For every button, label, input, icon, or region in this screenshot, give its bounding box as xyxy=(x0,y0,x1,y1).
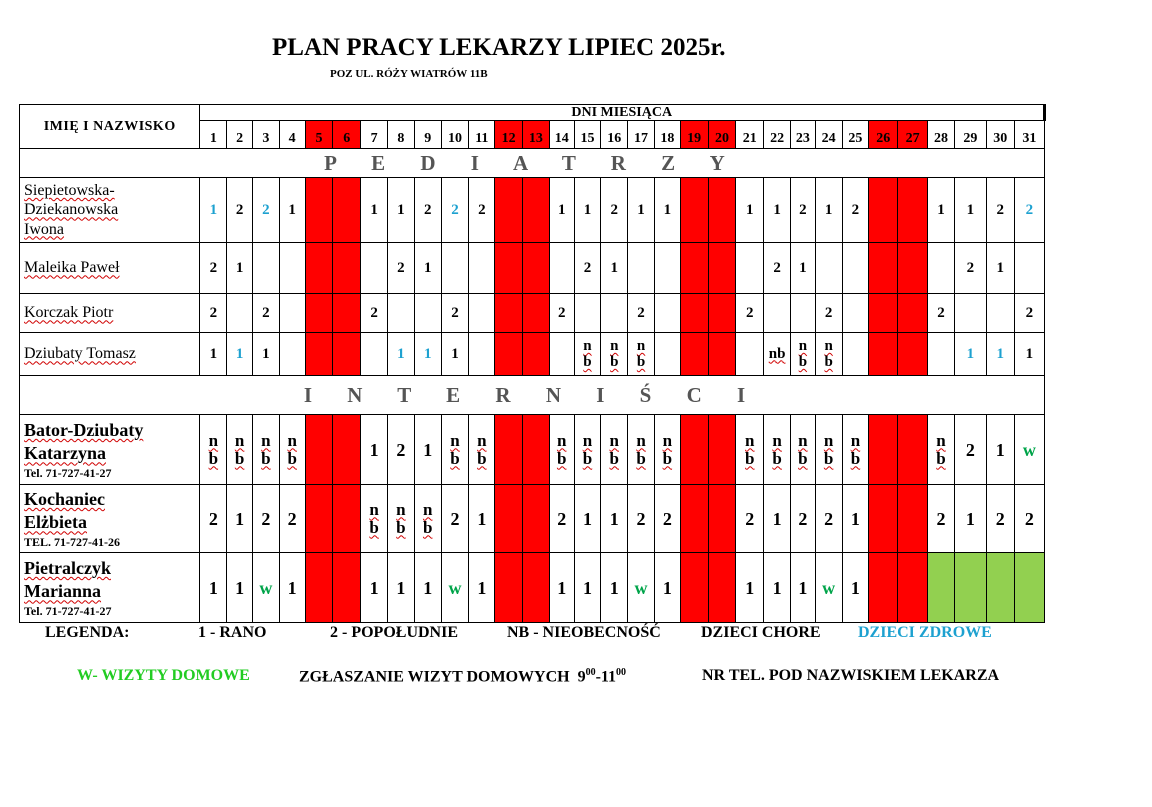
day-number-28: 28 xyxy=(928,121,955,149)
days-header xyxy=(200,105,1045,121)
doctor-row xyxy=(20,553,1045,623)
schedule-cell: 2 xyxy=(441,485,469,553)
schedule-cell xyxy=(523,553,550,623)
schedule-cell: 1 xyxy=(574,485,601,553)
schedule-cell xyxy=(708,294,736,333)
schedule-cell: 1 xyxy=(388,178,415,243)
schedule-cell: 1 xyxy=(388,333,415,376)
schedule-cell xyxy=(680,485,708,553)
schedule-cell xyxy=(898,294,928,333)
day-number-6: 6 xyxy=(333,121,361,149)
schedule-cell xyxy=(654,294,680,333)
schedule-cell: 2 xyxy=(815,294,842,333)
schedule-cell xyxy=(869,178,898,243)
schedule-cell xyxy=(736,243,764,294)
day-number-22: 22 xyxy=(764,121,791,149)
schedule-cell: 1 xyxy=(928,178,955,243)
schedule-cell: 2 xyxy=(628,485,655,553)
footer xyxy=(0,667,1152,691)
doctor-row xyxy=(20,294,1045,333)
schedule-cell: 2 xyxy=(469,178,495,243)
schedule-cell xyxy=(986,553,1014,623)
schedule-cell xyxy=(495,333,523,376)
schedule-cell xyxy=(708,485,736,553)
schedule-cell xyxy=(708,553,736,623)
schedule-cell xyxy=(680,294,708,333)
schedule-cell: 2 xyxy=(1014,485,1044,553)
schedule-cell: 2 xyxy=(200,243,227,294)
schedule-cell: n b xyxy=(842,415,869,485)
schedule-cell: 1 xyxy=(549,178,574,243)
schedule-cell xyxy=(869,415,898,485)
schedule-cell: 2 xyxy=(764,243,791,294)
schedule-cell xyxy=(549,333,574,376)
days-label: DNI MIESIĄCA xyxy=(571,104,673,120)
schedule-cell xyxy=(954,294,986,333)
schedule-cell xyxy=(495,294,523,333)
schedule-cell xyxy=(523,415,550,485)
schedule-cell: 1 xyxy=(654,178,680,243)
legend-healthy-children: DZIECI ZDROWE xyxy=(858,624,992,641)
schedule-cell xyxy=(305,333,333,376)
doctor-name-line: Maleika Paweł xyxy=(24,259,120,277)
doctor-name-line: Siepietowska- xyxy=(24,182,115,200)
day-number-23: 23 xyxy=(791,121,816,149)
schedule-cell: 1 xyxy=(954,485,986,553)
schedule-cell xyxy=(388,294,415,333)
doctor-name xyxy=(20,243,200,294)
schedule-cell: n b xyxy=(549,415,574,485)
schedule-cell: 1 xyxy=(279,178,305,243)
schedule-cell xyxy=(708,178,736,243)
schedule-cell xyxy=(954,553,986,623)
schedule-cell: 1 xyxy=(361,178,388,243)
schedule-cell: 1 xyxy=(441,333,469,376)
schedule-cell: 2 xyxy=(441,294,469,333)
schedule-cell: n b xyxy=(601,415,628,485)
page-subtitle: POZ UL. RÓŻY WIATRÓW 11B xyxy=(330,68,488,80)
schedule-cell xyxy=(469,294,495,333)
schedule-cell: 1 xyxy=(601,243,628,294)
schedule-cell xyxy=(279,294,305,333)
schedule-cell: n b xyxy=(253,415,280,485)
schedule-cell: 2 xyxy=(986,485,1014,553)
schedule-cell xyxy=(333,178,361,243)
schedule-cell: w xyxy=(441,553,469,623)
schedule-cell: 1 xyxy=(954,178,986,243)
schedule-cell: n b xyxy=(441,415,469,485)
legend xyxy=(0,624,1152,648)
day-number-13: 13 xyxy=(523,121,550,149)
schedule-cell: 1 xyxy=(601,553,628,623)
schedule-cell: 1 xyxy=(227,553,253,623)
schedule-cell: 1 xyxy=(574,553,601,623)
day-number-31: 31 xyxy=(1014,121,1044,149)
schedule-cell xyxy=(680,553,708,623)
schedule-cell xyxy=(898,485,928,553)
schedule-cell xyxy=(361,243,388,294)
schedule-cell xyxy=(601,294,628,333)
schedule-cell: nb xyxy=(764,333,791,376)
schedule-cell xyxy=(333,415,361,485)
schedule-cell: n b xyxy=(574,415,601,485)
schedule-cell: n b xyxy=(764,415,791,485)
schedule-cell: 1 xyxy=(200,553,227,623)
schedule-cell: w xyxy=(1014,415,1044,485)
schedule-cell xyxy=(333,294,361,333)
schedule-cell xyxy=(736,333,764,376)
schedule-cell xyxy=(574,294,601,333)
name-column-header: IMIĘ I NAZWISKO xyxy=(20,105,200,149)
schedule-cell: w xyxy=(253,553,280,623)
schedule-cell xyxy=(495,485,523,553)
schedule-cell xyxy=(928,553,955,623)
schedule-cell xyxy=(441,243,469,294)
schedule-cell: 1 xyxy=(388,553,415,623)
day-number-18: 18 xyxy=(654,121,680,149)
schedule-cell: 1 xyxy=(469,553,495,623)
schedule-cell: 1 xyxy=(574,178,601,243)
legend-morning: 1 - RANO xyxy=(198,624,267,641)
legend-afternoon: 2 - POPOŁUDNIE xyxy=(330,624,458,641)
day-number-24: 24 xyxy=(815,121,842,149)
schedule-cell: n b xyxy=(227,415,253,485)
day-number-4: 4 xyxy=(279,121,305,149)
section-row xyxy=(20,376,1045,415)
schedule-cell: 1 xyxy=(601,485,628,553)
schedule-cell xyxy=(305,243,333,294)
section-title: I N T E R N I Ś C I xyxy=(20,376,1045,415)
doctor-phone: Tel. 71-727-41-27 xyxy=(24,603,112,618)
doctor-name-line: Katarzyna xyxy=(24,443,106,464)
schedule-cell: 2 xyxy=(954,243,986,294)
day-number-21: 21 xyxy=(736,121,764,149)
schedule-cell: 2 xyxy=(388,415,415,485)
schedule-cell: 2 xyxy=(441,178,469,243)
doctor-name xyxy=(20,485,200,553)
day-number-14: 14 xyxy=(549,121,574,149)
schedule-cell: n b xyxy=(654,415,680,485)
day-number-29: 29 xyxy=(954,121,986,149)
schedule-cell: 1 xyxy=(791,243,816,294)
schedule-cell: n b xyxy=(736,415,764,485)
schedule-cell xyxy=(1014,243,1044,294)
legend-sick-children: DZIECI CHORE xyxy=(701,624,821,641)
schedule-cell: n b xyxy=(361,485,388,553)
schedule-cell xyxy=(305,178,333,243)
schedule-cell: n b xyxy=(200,415,227,485)
schedule-cell: n b xyxy=(601,333,628,376)
schedule-cell: 1 xyxy=(986,415,1014,485)
doctor-name-line: Pietralczyk xyxy=(24,557,111,578)
schedule-cell: 2 xyxy=(361,294,388,333)
schedule-cell: 1 xyxy=(736,178,764,243)
schedule-table xyxy=(19,104,1046,623)
schedule-cell: 1 xyxy=(200,333,227,376)
schedule-cell: 1 xyxy=(227,333,253,376)
schedule-cell xyxy=(305,294,333,333)
day-number-2: 2 xyxy=(227,121,253,149)
schedule-cell xyxy=(680,415,708,485)
schedule-cell: 1 xyxy=(764,553,791,623)
schedule-cell xyxy=(680,178,708,243)
schedule-cell: 1 xyxy=(414,243,441,294)
schedule-cell: n b xyxy=(791,333,816,376)
schedule-cell: 1 xyxy=(764,485,791,553)
schedule-cell: 2 xyxy=(815,485,842,553)
schedule-cell: n b xyxy=(815,333,842,376)
schedule-cell xyxy=(869,243,898,294)
schedule-cell: w xyxy=(815,553,842,623)
schedule-cell: 2 xyxy=(388,243,415,294)
schedule-cell xyxy=(523,294,550,333)
schedule-cell xyxy=(305,553,333,623)
legend-absence: NB - NIEOBECNOŚĆ xyxy=(507,624,661,641)
schedule-cell xyxy=(523,243,550,294)
header-row xyxy=(20,105,1045,121)
doctor-name-line: Dziubaty Tomasz xyxy=(24,345,136,363)
schedule-cell: 1 xyxy=(654,553,680,623)
day-number-12: 12 xyxy=(495,121,523,149)
schedule-cell xyxy=(708,333,736,376)
schedule-cell xyxy=(305,485,333,553)
day-number-5: 5 xyxy=(305,121,333,149)
day-number-16: 16 xyxy=(601,121,628,149)
schedule-cell: 2 xyxy=(1014,294,1044,333)
doctor-name xyxy=(20,415,200,485)
day-number-30: 30 xyxy=(986,121,1014,149)
schedule-cell xyxy=(333,243,361,294)
doctor-row xyxy=(20,485,1045,553)
schedule-cell xyxy=(523,178,550,243)
schedule-cell xyxy=(842,333,869,376)
schedule-cell: 2 xyxy=(414,178,441,243)
schedule-cell: 1 xyxy=(549,553,574,623)
schedule-cell: 1 xyxy=(842,553,869,623)
schedule-cell: 2 xyxy=(1014,178,1044,243)
day-number-25: 25 xyxy=(842,121,869,149)
schedule-cell: 1 xyxy=(414,415,441,485)
day-number-3: 3 xyxy=(253,121,280,149)
schedule-cell: 1 xyxy=(414,553,441,623)
schedule-cell: 2 xyxy=(253,178,280,243)
footer-phone-note: NR TEL. POD NAZWISKIEM LEKARZA xyxy=(702,667,1000,684)
schedule-cell: 2 xyxy=(736,294,764,333)
schedule-cell: 1 xyxy=(954,333,986,376)
schedule-cell xyxy=(928,333,955,376)
schedule-cell: 1 xyxy=(986,243,1014,294)
schedule-cell xyxy=(898,243,928,294)
schedule-cell: 1 xyxy=(791,553,816,623)
schedule-cell xyxy=(495,553,523,623)
doctor-name-line: Marianna xyxy=(24,581,102,602)
schedule-cell: n b xyxy=(791,415,816,485)
schedule-cell: 1 xyxy=(414,333,441,376)
schedule-cell xyxy=(523,485,550,553)
schedule-cell: 2 xyxy=(253,485,280,553)
day-number-1: 1 xyxy=(200,121,227,149)
schedule-cell: 1 xyxy=(628,178,655,243)
schedule-cell xyxy=(869,333,898,376)
schedule-cell xyxy=(279,333,305,376)
footer-reporting: ZGŁASZANIE WIZYT DOMOWYCH $9^{00}-11^{00}$ xyxy=(299,667,627,686)
schedule-cell: 2 xyxy=(791,178,816,243)
schedule-cell xyxy=(708,243,736,294)
schedule-cell xyxy=(333,333,361,376)
schedule-cell xyxy=(654,243,680,294)
day-number-26: 26 xyxy=(869,121,898,149)
schedule-cell xyxy=(869,294,898,333)
schedule-cell: 1 xyxy=(361,553,388,623)
doctor-name-line: Iwona xyxy=(24,220,64,238)
schedule-cell xyxy=(414,294,441,333)
schedule-cell xyxy=(361,333,388,376)
schedule-cell: 2 xyxy=(791,485,816,553)
section-row xyxy=(20,149,1045,178)
schedule-cell xyxy=(869,553,898,623)
schedule-cell: 1 xyxy=(253,333,280,376)
schedule-cell xyxy=(764,294,791,333)
section-title: P E D I A T R Z Y xyxy=(20,149,1045,178)
day-number-20: 20 xyxy=(708,121,736,149)
schedule-cell xyxy=(791,294,816,333)
doctor-name-line: Kochaniec xyxy=(24,488,105,509)
schedule-cell: 2 xyxy=(200,294,227,333)
schedule-cell: 2 xyxy=(227,178,253,243)
schedule-cell: 2 xyxy=(654,485,680,553)
schedule-cell: 1 xyxy=(469,485,495,553)
day-number-17: 17 xyxy=(628,121,655,149)
day-number-11: 11 xyxy=(469,121,495,149)
schedule-cell xyxy=(869,485,898,553)
schedule-cell: 2 xyxy=(253,294,280,333)
day-number-15: 15 xyxy=(574,121,601,149)
schedule-cell xyxy=(708,415,736,485)
day-number-9: 9 xyxy=(414,121,441,149)
schedule-cell: n b xyxy=(469,415,495,485)
schedule-cell xyxy=(333,485,361,553)
schedule-cell xyxy=(495,415,523,485)
day-number-10: 10 xyxy=(441,121,469,149)
schedule-cell xyxy=(898,553,928,623)
schedule-cell xyxy=(305,415,333,485)
schedule-cell: n b xyxy=(628,333,655,376)
doctor-phone: Tel. 71-727-41-27 xyxy=(24,465,112,480)
schedule-cell: 2 xyxy=(549,485,574,553)
schedule-cell: 2 xyxy=(549,294,574,333)
schedule-cell: 1 xyxy=(1014,333,1044,376)
schedule-cell: 1 xyxy=(227,243,253,294)
schedule-cell: 1 xyxy=(279,553,305,623)
doctor-name-line: Dziekanowska xyxy=(24,201,119,219)
schedule-cell: n b xyxy=(279,415,305,485)
schedule-cell: w xyxy=(628,553,655,623)
schedule-cell xyxy=(928,243,955,294)
schedule-cell: 1 xyxy=(361,415,388,485)
schedule-cell xyxy=(495,178,523,243)
doctor-name xyxy=(20,333,200,376)
day-number-7: 7 xyxy=(361,121,388,149)
schedule-cell: 1 xyxy=(200,178,227,243)
schedule-cell: 2 xyxy=(928,294,955,333)
schedule-cell: 2 xyxy=(628,294,655,333)
schedule-cell: 2 xyxy=(842,178,869,243)
schedule-cell xyxy=(227,294,253,333)
schedule-cell xyxy=(628,243,655,294)
schedule-cell xyxy=(654,333,680,376)
schedule-cell: 2 xyxy=(736,485,764,553)
schedule-cell xyxy=(986,294,1014,333)
schedule-cell xyxy=(842,294,869,333)
schedule-cell xyxy=(549,243,574,294)
schedule-cell: 2 xyxy=(986,178,1014,243)
schedule-cell xyxy=(680,333,708,376)
page-title: PLAN PRACY LEKARZY LIPIEC 2025r. xyxy=(272,34,726,61)
doctor-name-line: Bator-Dziubaty xyxy=(24,419,144,440)
schedule-cell xyxy=(253,243,280,294)
schedule-cell xyxy=(680,243,708,294)
schedule-cell: 1 xyxy=(986,333,1014,376)
schedule-cell xyxy=(469,333,495,376)
schedule-cell xyxy=(898,415,928,485)
schedule-cell: n b xyxy=(928,415,955,485)
schedule-cell: 2 xyxy=(954,415,986,485)
schedule-cell: 2 xyxy=(601,178,628,243)
doctor-row xyxy=(20,333,1045,376)
schedule-cell: 1 xyxy=(736,553,764,623)
legend-label: LEGENDA: xyxy=(45,624,130,641)
doctor-row xyxy=(20,415,1045,485)
doctor-row xyxy=(20,178,1045,243)
schedule-cell xyxy=(898,333,928,376)
schedule-cell xyxy=(495,243,523,294)
schedule-cell: n b xyxy=(628,415,655,485)
day-number-19: 19 xyxy=(680,121,708,149)
doctor-name xyxy=(20,178,200,243)
schedule-cell: n b xyxy=(815,415,842,485)
schedule-cell: n b xyxy=(388,485,415,553)
doctor-row xyxy=(20,243,1045,294)
schedule-cell xyxy=(333,553,361,623)
schedule-cell: n b xyxy=(414,485,441,553)
schedule-cell xyxy=(523,333,550,376)
schedule-cell: n b xyxy=(574,333,601,376)
doctor-name-line: Korczak Piotr xyxy=(24,304,114,322)
schedule-cell: 2 xyxy=(928,485,955,553)
schedule-cell: 1 xyxy=(842,485,869,553)
schedule-cell: 2 xyxy=(574,243,601,294)
doctor-name xyxy=(20,294,200,333)
schedule-cell: 1 xyxy=(815,178,842,243)
day-number-27: 27 xyxy=(898,121,928,149)
schedule-cell xyxy=(815,243,842,294)
footer-home-visits: W- WIZYTY DOMOWE xyxy=(77,667,250,684)
day-number-8: 8 xyxy=(388,121,415,149)
doctor-name-line: Elżbieta xyxy=(24,512,87,533)
schedule-cell: 1 xyxy=(764,178,791,243)
schedule-cell xyxy=(279,243,305,294)
schedule-cell: 2 xyxy=(200,485,227,553)
schedule-cell xyxy=(898,178,928,243)
doctor-phone: TEL. 71-727-41-26 xyxy=(24,534,120,549)
schedule-cell xyxy=(469,243,495,294)
schedule-cell: 1 xyxy=(227,485,253,553)
schedule-cell xyxy=(1014,553,1044,623)
schedule-cell xyxy=(842,243,869,294)
doctor-name xyxy=(20,553,200,623)
schedule-cell: 2 xyxy=(279,485,305,553)
